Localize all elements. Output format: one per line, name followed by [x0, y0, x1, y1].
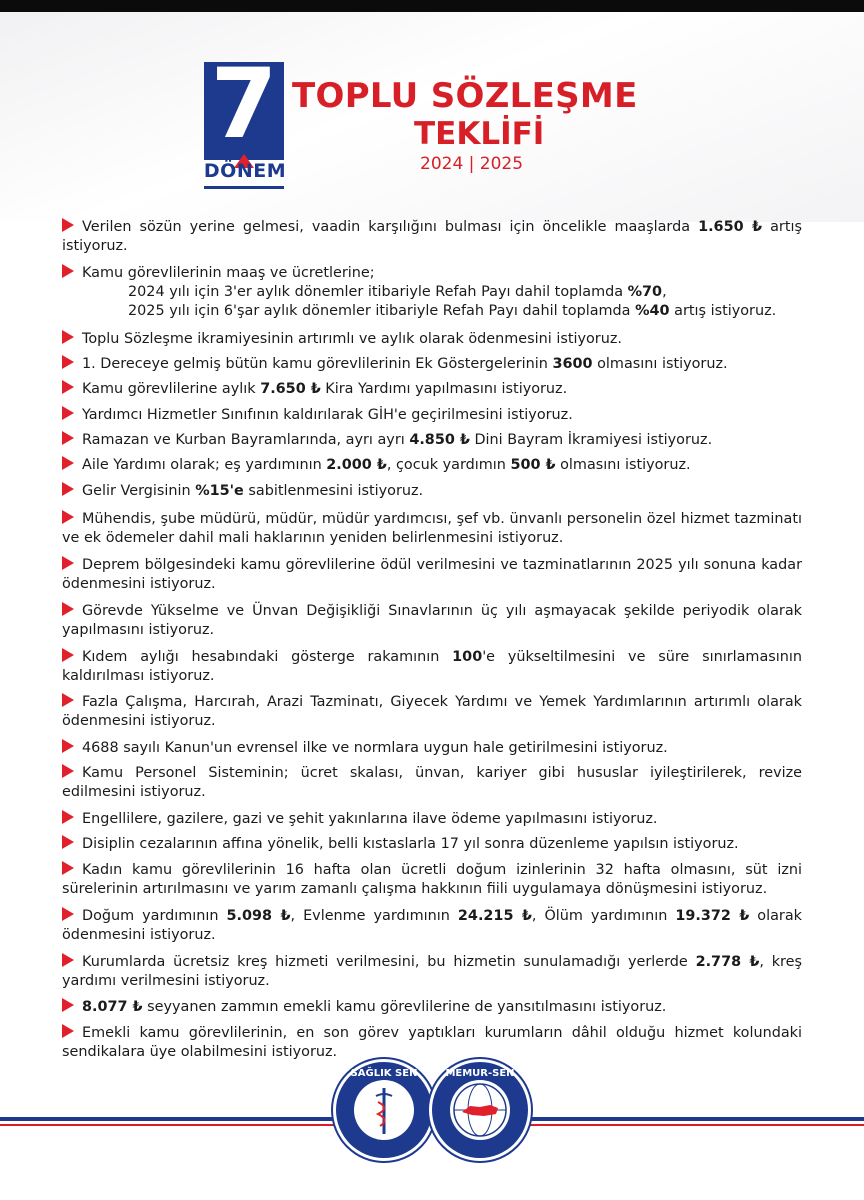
list-item: [62, 406, 802, 425]
list-item: [62, 835, 802, 854]
list-item-text: [62, 835, 802, 854]
item-text: Kamu görevlilerine aylık: [82, 381, 261, 397]
list-item: [62, 510, 802, 548]
list-item-text: [62, 264, 802, 283]
bullet-arrow-icon: [62, 431, 74, 445]
logo-number: 7: [210, 48, 278, 160]
list-item: [62, 355, 802, 374]
list-item: [62, 953, 802, 991]
item-text: Kıdem aylığı hesabındaki gösterge rakamının: [82, 649, 453, 665]
item-text: , Ölüm yardımının: [531, 908, 676, 924]
highlight-value: 500 ₺: [510, 457, 556, 473]
list-item: [62, 218, 802, 256]
sub-item: [62, 283, 802, 302]
item-text: Aile Yardımı olarak; eş yardımının: [82, 457, 327, 473]
list-item: [62, 456, 802, 475]
item-text: olarak ödenmesini istiyoruz.: [62, 908, 802, 943]
list-item: [62, 330, 802, 349]
highlight-value: %40: [635, 303, 670, 319]
bullet-arrow-icon: [62, 810, 74, 824]
bullet-arrow-icon: [62, 648, 74, 662]
bullet-arrow-icon: [62, 602, 74, 616]
saglik-sen-label: SAĞLIK SEN: [350, 1068, 418, 1079]
item-text: Toplu Sözleşme ikramiyesinin artırımlı ve aylık olarak ödenmesini istiyoruz.: [82, 331, 622, 347]
highlight-value: 5.098 ₺: [226, 908, 291, 924]
globe-map-icon: [450, 1080, 510, 1140]
list-item: [62, 431, 802, 450]
item-text: Gelir Vergisinin: [82, 483, 196, 499]
bullet-arrow-icon: [62, 835, 74, 849]
list-item-text: [62, 648, 802, 686]
list-item-text: [62, 380, 802, 399]
item-text: Deprem bölgesindeki kamu görevlilerine ödül verilmesini ve tazminatlarının 2025 yılı sonuna kadar ödenmesini istiyoruz.: [62, 557, 802, 592]
item-text: Emekli kamu görevlilerinin, en son görev yaptıkları kurumların dâhil olduğu hizmet kolundaki sendikalara üye olabilmesini istiyoruz.: [62, 1025, 802, 1060]
list-item-text: [62, 693, 802, 731]
highlight-value: 2.778 ₺: [695, 954, 760, 970]
highlight-value: 8.077 ₺: [82, 999, 143, 1015]
bullet-arrow-icon: [62, 355, 74, 369]
item-text: Mühendis, şube müdürü, müdür, müdür yardımcısı, şef vb. ünvanlı personelin özel hizmet tazminatı ve ek ödemeler dahil mali haklarının yeniden belirlenmesini istiyoruz.: [62, 511, 802, 546]
item-text: 2025 yılı için 6'şar aylık dönemler itibariyle Refah Payı dahil toplamda: [128, 303, 636, 319]
caduceus-icon: [354, 1080, 414, 1140]
list-item: [62, 810, 802, 829]
item-text: Yardımcı Hizmetler Sınıfının kaldırılarak GİH'e geçirilmesini istiyoruz.: [82, 407, 573, 423]
list-item-text: [62, 355, 802, 374]
list-item-text: [62, 482, 802, 501]
list-item: [62, 998, 802, 1017]
highlight-value: 19.372 ₺: [675, 908, 750, 924]
list-item-text: [62, 602, 802, 640]
highlight-value: 7.650 ₺: [260, 381, 321, 397]
item-text: ,: [662, 284, 667, 300]
bullet-arrow-icon: [62, 907, 74, 921]
item-text: Kadın kamu görevlilerinin 16 hafta olan ücretli doğum izinlerinin 32 hafta olmasını, süt izni sürelerinin artırılmasını ve yarım zamanlı çalışma hakkının fiili uygulamaya dönüşmesini istiyoruz.: [62, 862, 802, 897]
logo-underline: [204, 186, 284, 189]
item-text: 1. Dereceye gelmiş bütün kamu görevlilerinin Ek Göstergelerinin: [82, 356, 553, 372]
list-item-text: [62, 406, 802, 425]
bullet-arrow-icon: [62, 264, 74, 278]
page-title: TOPLU SÖZLEŞME: [292, 76, 638, 116]
bullet-arrow-icon: [62, 218, 74, 232]
list-item-text: [62, 218, 802, 256]
list-item-text: [62, 739, 802, 758]
highlight-value: %15'e: [195, 483, 244, 499]
saglik-sen-logo: [336, 1062, 432, 1158]
list-item: [62, 648, 802, 686]
item-text: , çocuk yardımın: [386, 457, 511, 473]
item-text: seyyanen zammın emekli kamu görevlilerine de yansıtılmasını istiyoruz.: [142, 999, 667, 1015]
item-text: 2024 yılı için 3'er aylık dönemler itibariyle Refah Payı dahil toplamda: [128, 284, 628, 300]
years-label: 2024 | 2025: [420, 154, 524, 174]
bullet-arrow-icon: [62, 861, 74, 875]
item-text: Kira Yardımı yapılmasını istiyoruz.: [320, 381, 568, 397]
list-item: [62, 693, 802, 731]
item-text: Ramazan ve Kurban Bayramlarında, ayrı ayrı: [82, 432, 410, 448]
bullet-arrow-icon: [62, 482, 74, 496]
bullet-arrow-icon: [62, 380, 74, 394]
bullet-arrow-icon: [62, 1024, 74, 1038]
list-item: [62, 482, 802, 501]
top-bar: [0, 0, 864, 12]
list-item-text: [62, 861, 802, 899]
item-text: , Evlenme yardımının: [290, 908, 458, 924]
item-text: Verilen sözün yerine gelmesi, vaadin karşılığını bulması için öncelikle maaşlarda: [82, 219, 699, 235]
item-text: Görevde Yükselme ve Ünvan Değişikliği Sınavlarının üç yılı aşmayacak şekilde periyodik olarak yapılmasını istiyoruz.: [62, 603, 802, 638]
list-item: [62, 1024, 802, 1062]
bullet-arrow-icon: [62, 953, 74, 967]
item-text: Disiplin cezalarının affına yönelik, belli kıstaslarla 17 yıl sonra düzenleme yapılsın istiyoruz.: [82, 836, 739, 852]
list-item-text: [62, 998, 802, 1017]
highlight-value: 1.650 ₺: [698, 219, 763, 235]
item-text: Fazla Çalışma, Harcırah, Arazi Tazminatı, Giyecek Yardımı ve Yemek Yardımlarının artırımlı olarak ödenmesini istiyoruz.: [62, 694, 802, 729]
item-text: 4688 sayılı Kanun'un evrensel ilke ve normlara uygun hale getirilmesini istiyoruz.: [82, 740, 668, 756]
list-item: [62, 264, 802, 321]
bullet-arrow-icon: [62, 456, 74, 470]
list-item-text: [62, 556, 802, 594]
bullet-arrow-icon: [62, 693, 74, 707]
bullet-arrow-icon: [62, 556, 74, 570]
page-subtitle: TEKLİFİ: [414, 116, 545, 152]
list-item-text: [62, 330, 802, 349]
footer-divider-accent: [0, 1124, 864, 1126]
item-text: olmasını istiyoruz.: [592, 356, 728, 372]
item-text: olmasını istiyoruz.: [555, 457, 691, 473]
list-item-text: [62, 810, 802, 829]
highlight-value: 3600: [552, 356, 593, 372]
list-item: [62, 764, 802, 802]
list-item: [62, 907, 802, 945]
bullet-arrow-icon: [62, 739, 74, 753]
item-text: Kamu Personel Sisteminin; ücret skalası, ünvan, kariyer gibi hususlar iyileştirilerek, revize edilmesini istiyoruz.: [62, 765, 802, 800]
list-item-text: [62, 431, 802, 450]
list-item-text: [62, 764, 802, 802]
list-item: [62, 861, 802, 899]
list-item-text: [62, 456, 802, 475]
list-item: [62, 556, 802, 594]
item-text: , kreş yardımı verilmesini istiyoruz.: [62, 954, 802, 989]
list-item: [62, 602, 802, 640]
list-item: [62, 739, 802, 758]
highlight-value: %70: [627, 284, 663, 300]
bullet-arrow-icon: [62, 510, 74, 524]
sub-item: [62, 302, 802, 321]
bullet-arrow-icon: [62, 998, 74, 1012]
highlight-value: 100: [452, 649, 483, 665]
period-logo: [204, 48, 284, 160]
memur-sen-logo: [432, 1062, 528, 1158]
item-text: artış istiyoruz.: [62, 219, 802, 254]
bullet-arrow-icon: [62, 764, 74, 778]
highlight-value: 24.215 ₺: [457, 908, 532, 924]
list-item-text: [62, 510, 802, 548]
bullet-arrow-icon: [62, 406, 74, 420]
item-text: artış istiyoruz.: [669, 303, 777, 319]
list-item-text: [62, 907, 802, 945]
highlight-value: 4.850 ₺: [409, 432, 470, 448]
memur-sen-label: MEMUR-SEN: [445, 1068, 515, 1079]
item-text: Doğum yardımının: [82, 908, 227, 924]
item-text: Engellilere, gazilere, gazi ve şehit yakınlarına ilave ödeme yapılmasını istiyoruz.: [82, 811, 658, 827]
item-text: 'e yükseltilmesini ve süre sınırlamasının kaldırılması istiyoruz.: [62, 649, 802, 684]
item-text: Kurumlarda ücretsiz kreş hizmeti verilmesini, bu hizmetin sunulamadığı yerlerde: [82, 954, 696, 970]
item-text: Dini Bayram İkramiyesi istiyoruz.: [469, 432, 713, 448]
item-text: Kamu görevlilerinin maaş ve ücretlerine;: [82, 265, 375, 281]
list-item: [62, 380, 802, 399]
bullet-arrow-icon: [62, 330, 74, 344]
list-item-text: [62, 1024, 802, 1062]
highlight-value: 2.000 ₺: [326, 457, 387, 473]
list-item-text: [62, 953, 802, 991]
item-text: sabitlenmesini istiyoruz.: [243, 483, 424, 499]
logo-label: DÖNEM: [203, 160, 287, 182]
